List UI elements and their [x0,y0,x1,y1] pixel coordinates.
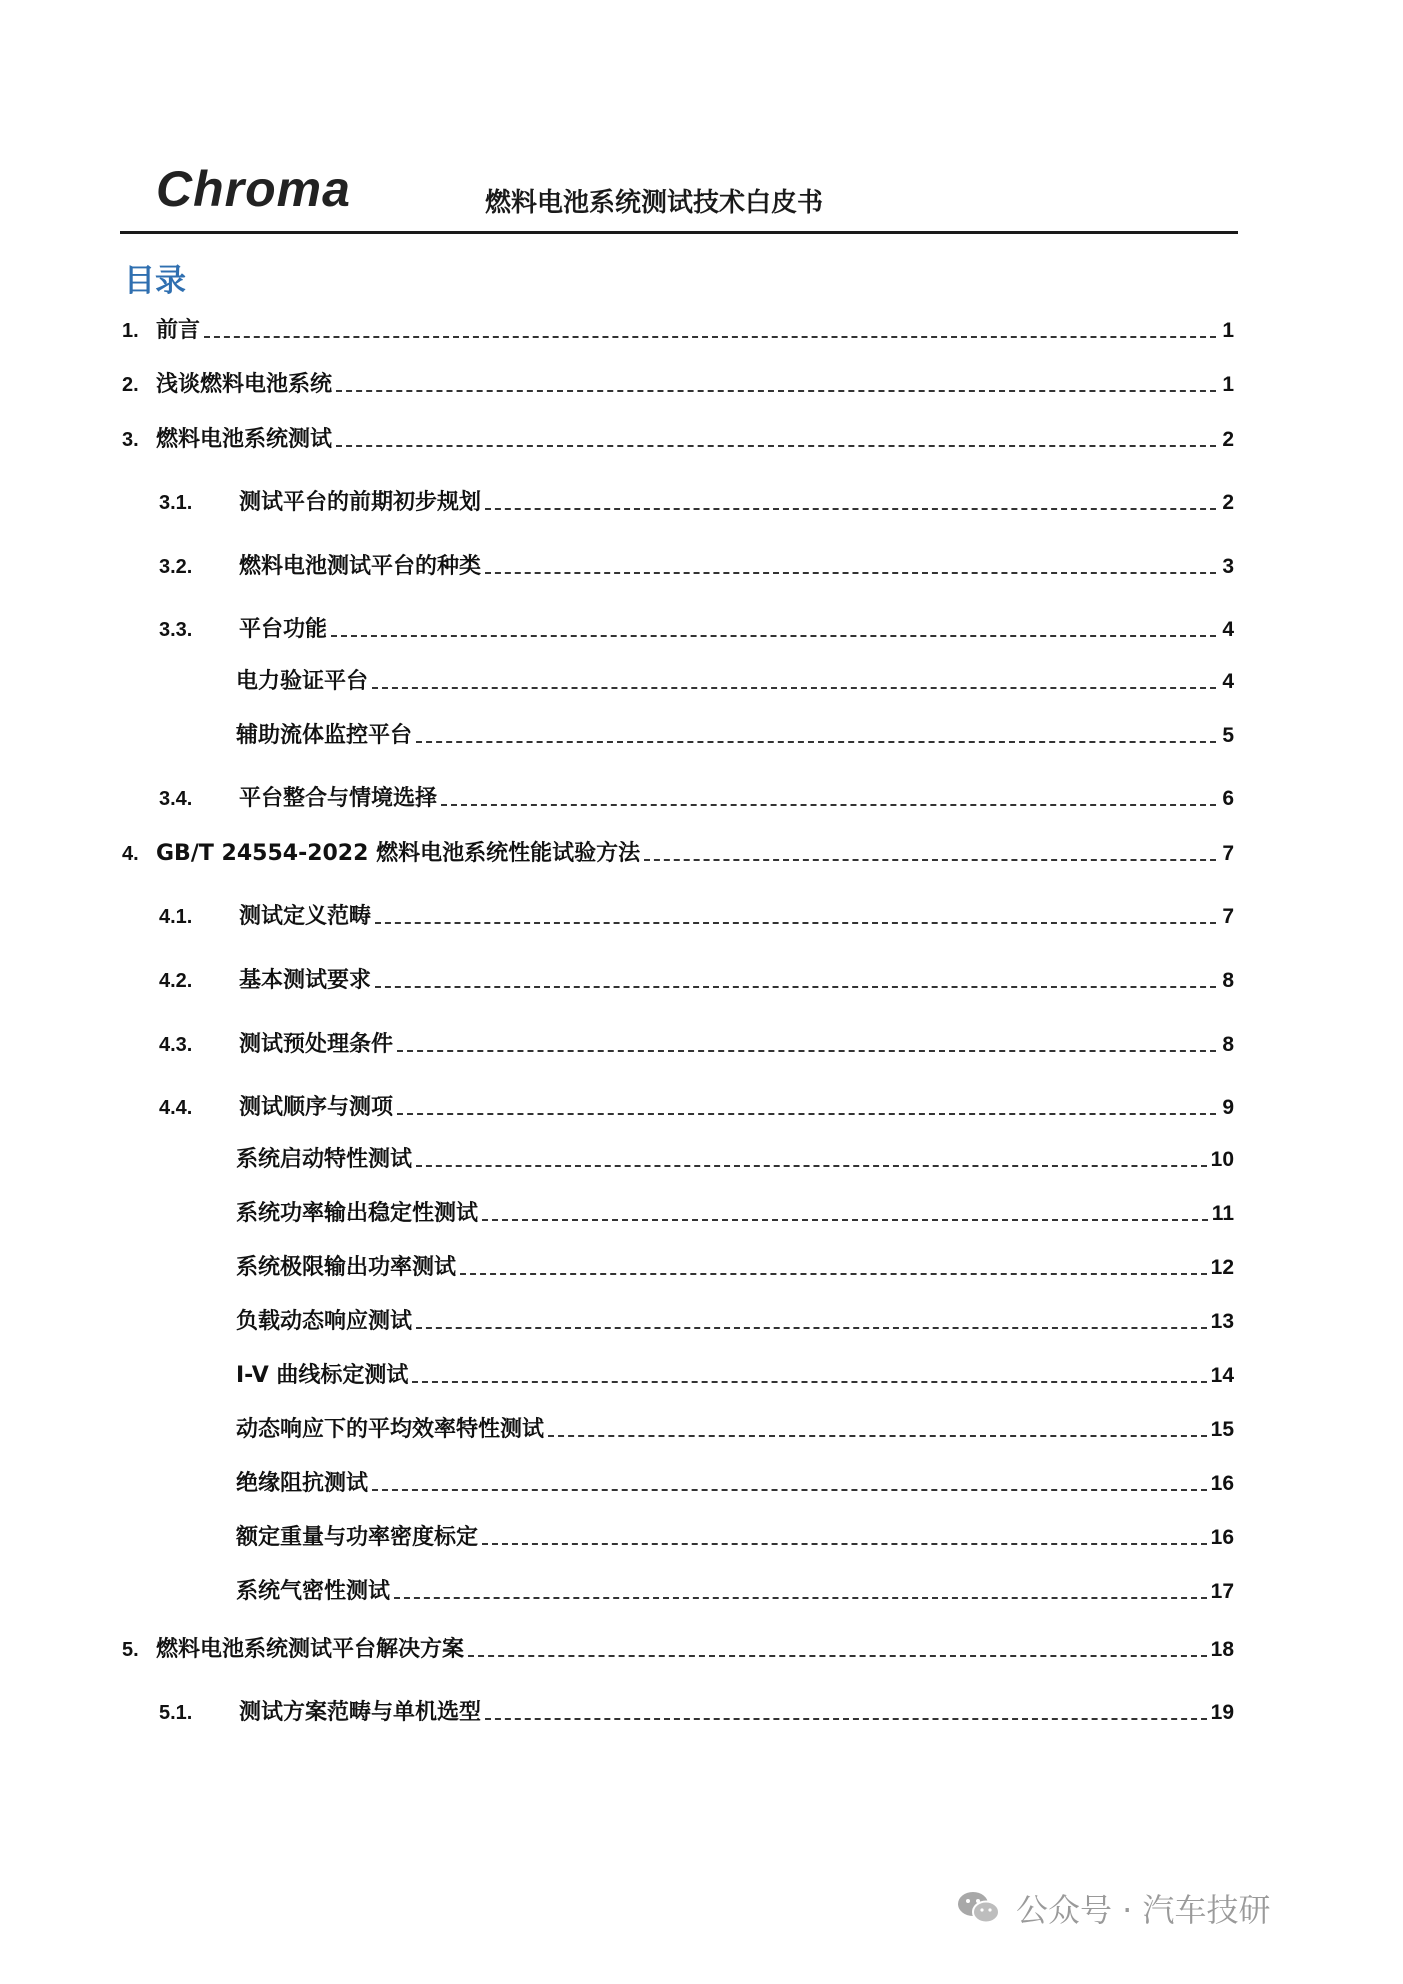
toc-entry[interactable] [122,370,1234,400]
toc-entry-page: 5 [1222,724,1234,747]
toc-entry[interactable] [236,1523,1234,1553]
toc-entry-page: 3 [1222,555,1234,578]
toc-entry[interactable] [159,1698,1234,1728]
page-header [120,150,1238,234]
toc-dot-leader [441,804,1216,806]
toc-entry-page: 9 [1222,1096,1234,1119]
toc-entry[interactable] [236,1145,1234,1175]
toc-entry-title: 辅助流体监控平台 [236,723,413,748]
toc-entry-title: 基本测试要求 [239,968,372,993]
toc-entry-title: 负载动态响应测试 [236,1309,413,1334]
toc-entry-page: 14 [1210,1364,1234,1387]
toc-entry[interactable] [159,552,1234,582]
toc-entry-number: 4.3. [159,1034,193,1056]
toc-entry-title: 燃料电池系统测试 [156,427,333,452]
toc-entry-title: 系统功率输出稳定性测试 [236,1201,479,1226]
toc-entry-number: 3.1. [159,492,193,514]
toc-entry-title: 燃料电池测试平台的种类 [239,554,482,579]
toc-entry-title: I-V 曲线标定测试 [236,1363,409,1388]
toc-entry-title: 系统气密性测试 [236,1579,391,1604]
toc-entry-page: 8 [1222,969,1234,992]
toc-entry-number: 4.1. [159,906,193,928]
toc-entry[interactable] [159,902,1234,932]
toc-dot-leader [416,741,1216,743]
toc-entry-page: 6 [1222,787,1234,810]
toc-dot-leader [482,1219,1208,1221]
toc-dot-leader [416,1165,1207,1167]
toc-dot-leader [482,1543,1207,1545]
toc-entry-page: 8 [1222,1033,1234,1056]
toc-dot-leader [412,1381,1206,1383]
toc-entry-number: 2. [122,374,139,396]
toc-entry-number: 5.1. [159,1702,193,1724]
toc-entry-title: 平台功能 [239,617,328,642]
header-divider [120,231,1238,234]
toc-entry-number: 4.2. [159,970,193,992]
watermark-text: 公众号 · 汽车技研 [1016,1891,1271,1929]
toc-entry-title: 前言 [156,318,201,343]
toc-entry[interactable] [236,1469,1234,1499]
toc-entry-page: 2 [1222,428,1234,451]
toc-entry-number: 1. [122,320,139,342]
toc-entry-title: 测试平台的前期初步规划 [239,490,482,515]
toc-dot-leader [548,1435,1207,1437]
toc-entry[interactable] [122,839,1234,869]
toc-entry-page: 18 [1210,1638,1234,1661]
toc-dot-leader [336,390,1216,392]
toc-entry-title: 测试预处理条件 [239,1032,394,1057]
toc-entry-number: 4. [122,843,139,865]
toc-entry-page: 17 [1210,1580,1234,1603]
toc-entry-title: GB/T 24554-2022 燃料电池系统性能试验方法 [156,841,641,866]
toc-entry-title: 绝缘阻抗测试 [236,1471,369,1496]
toc-entry-number: 3.2. [159,556,193,578]
toc-entry-page: 7 [1222,905,1234,928]
toc-dot-leader [375,986,1216,988]
toc-entry-page: 7 [1222,842,1234,865]
toc-dot-leader [416,1327,1207,1329]
toc-dot-leader [485,1718,1207,1720]
toc-entry[interactable] [159,488,1234,518]
toc-entry[interactable] [159,784,1234,814]
toc-entry[interactable] [122,316,1234,346]
document-title: 燃料电池系统测试技术白皮书 [485,188,824,218]
toc-entry[interactable] [236,667,1234,697]
toc-entry-title: 测试顺序与测项 [239,1095,394,1120]
toc-dot-leader [372,1489,1207,1491]
toc-entry-number: 3. [122,429,139,451]
toc-dot-leader [397,1050,1216,1052]
toc-dot-leader [204,336,1216,338]
toc-entry[interactable] [122,425,1234,455]
toc-entry-title: 系统启动特性测试 [236,1147,413,1172]
toc-entry-title: 额定重量与功率密度标定 [236,1525,479,1550]
toc-dot-leader [336,445,1216,447]
toc-dot-leader [460,1273,1207,1275]
toc-dot-leader [485,572,1216,574]
toc-entry-title: 电力验证平台 [236,669,369,694]
toc-entry-title: 系统极限输出功率测试 [236,1255,457,1280]
toc-entry-title: 测试方案范畴与单机选型 [239,1700,482,1725]
toc-entry-page: 11 [1211,1202,1234,1225]
toc-dot-leader [372,687,1216,689]
toc-entry-page: 13 [1210,1310,1234,1333]
toc-heading: 目录 [124,263,186,299]
toc-entry-number: 3.4. [159,788,193,810]
toc-entry-page: 10 [1210,1148,1234,1171]
toc-entry[interactable] [236,1415,1234,1445]
toc-entry[interactable] [236,1577,1234,1607]
toc-entry[interactable] [236,721,1234,751]
toc-entry[interactable] [236,1361,1234,1391]
watermark [956,1885,1271,1931]
toc-dot-leader [375,922,1216,924]
toc-entry-page: 15 [1210,1418,1234,1441]
toc-entry-page: 1 [1222,319,1234,342]
toc-entry-page: 4 [1222,670,1234,693]
toc-dot-leader [468,1655,1207,1657]
toc-entry-title: 浅谈燃料电池系统 [156,372,333,397]
toc-entry[interactable] [236,1199,1234,1229]
toc-entry-number: 5. [122,1639,139,1661]
toc-entry-number: 3.3. [159,619,193,641]
toc-entry-page: 4 [1222,618,1234,641]
toc-entry-page: 12 [1210,1256,1234,1279]
toc-entry[interactable] [236,1307,1234,1337]
toc-entry[interactable] [159,1093,1234,1123]
toc-entry-page: 16 [1210,1472,1234,1495]
toc-entry-number: 4.4. [159,1097,193,1119]
wechat-icon [956,1889,1002,1927]
toc-dot-leader [644,859,1216,861]
toc-entry-title: 燃料电池系统测试平台解决方案 [156,1637,465,1662]
chroma-logo: Chroma [156,161,351,217]
toc-entry-page: 19 [1210,1701,1234,1724]
toc-dot-leader [485,508,1216,510]
toc-entry[interactable] [159,1030,1234,1060]
toc-dot-leader [331,635,1216,637]
toc-entry-title: 动态响应下的平均效率特性测试 [236,1417,545,1442]
toc-dot-leader [397,1113,1216,1115]
toc-dot-leader [394,1597,1207,1599]
toc-entry[interactable] [236,1253,1234,1283]
toc-entry-title: 平台整合与情境选择 [239,786,438,811]
toc-entry-title: 测试定义范畴 [239,904,372,929]
toc-entry[interactable] [122,1635,1234,1665]
toc-entry[interactable] [159,615,1234,645]
toc-entry-page: 16 [1210,1526,1234,1549]
toc-entry[interactable] [159,966,1234,996]
toc-entry-page: 2 [1222,491,1234,514]
toc-entry-page: 1 [1222,373,1234,396]
